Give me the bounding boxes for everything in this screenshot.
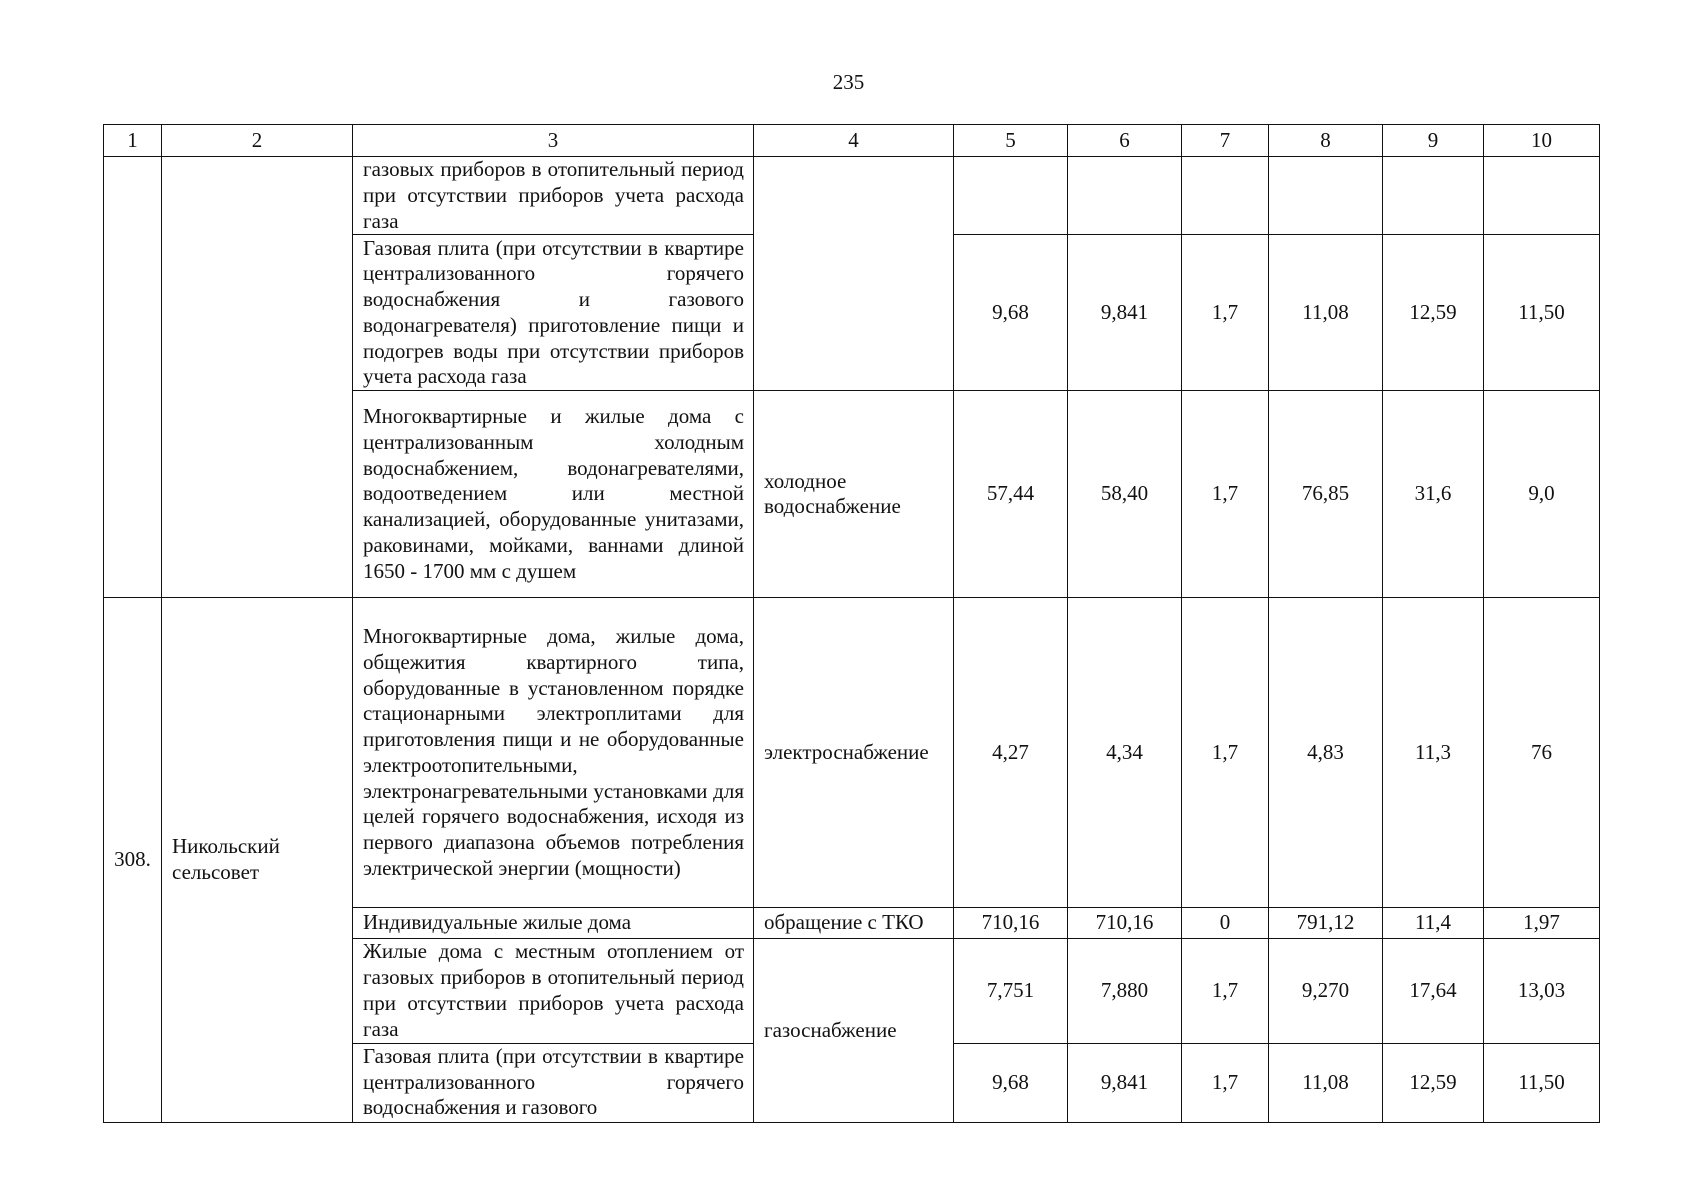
column-header: 6 [1068, 125, 1182, 157]
settlement-cell [162, 157, 353, 598]
table-row [104, 157, 1600, 235]
column-header: 2 [162, 125, 353, 157]
service-type-cell [754, 157, 954, 391]
settlement-name-cell: Никольский сельсовет [162, 598, 353, 1122]
value-cell: 791,12 [1269, 908, 1383, 939]
value-cell: 13,03 [1484, 939, 1600, 1043]
description-cell: Многоквартирные дома, жилые дома, общежития квартирного типа, оборудованные в установленном порядке стационарными электроплитами для приготовления пищи и не оборудованные электроотопительными, электронагревательными установками для целей горячего водоснабжения, исходя из первого диапазона объемов потребления электрической энергии (мощности) [353, 598, 754, 908]
tariff-table [103, 124, 1600, 1123]
service-type-cell: газоснабжение [754, 939, 954, 1122]
value-cell: 1,7 [1182, 391, 1269, 598]
row-number-cell [104, 157, 162, 598]
value-cell: 12,59 [1383, 1043, 1484, 1122]
column-header: 7 [1182, 125, 1269, 157]
value-cell: 710,16 [1068, 908, 1182, 939]
column-header: 8 [1269, 125, 1383, 157]
value-cell [1182, 157, 1269, 235]
row-number-cell: 308. [104, 598, 162, 1122]
value-cell: 11,3 [1383, 598, 1484, 908]
value-cell: 9,841 [1068, 1043, 1182, 1122]
description-cell: Газовая плита (при отсутствии в квартире централизованного горячего водоснабжения и газового водонагревателя) приготовление пищи и подогрев воды при отсутствии приборов учета расхода газа [353, 235, 754, 391]
service-type-cell: обращение с ТКО [754, 908, 954, 939]
value-cell: 710,16 [954, 908, 1068, 939]
column-header: 4 [754, 125, 954, 157]
value-cell: 1,97 [1484, 908, 1600, 939]
description-cell: Жилые дома с местным отоплением от газовых приборов в отопительный период при отсутствии приборов учета расхода газа [353, 939, 754, 1043]
value-cell [1484, 157, 1600, 235]
value-cell [1383, 157, 1484, 235]
value-cell: 11,08 [1269, 235, 1383, 391]
value-cell: 9,68 [954, 1043, 1068, 1122]
value-cell: 1,7 [1182, 939, 1269, 1043]
page-number: 235 [832, 70, 865, 94]
value-cell: 1,7 [1182, 1043, 1269, 1122]
value-cell: 12,59 [1383, 235, 1484, 391]
value-cell: 1,7 [1182, 598, 1269, 908]
value-cell: 9,68 [954, 235, 1068, 391]
value-cell: 76 [1484, 598, 1600, 908]
value-cell: 9,0 [1484, 391, 1600, 598]
service-type-cell: холодное водоснабжение [754, 391, 954, 598]
header-row [104, 125, 1600, 157]
value-cell: 11,4 [1383, 908, 1484, 939]
value-cell: 7,880 [1068, 939, 1182, 1043]
value-cell: 0 [1182, 908, 1269, 939]
value-cell: 11,50 [1484, 235, 1600, 391]
column-header: 9 [1383, 125, 1484, 157]
service-type-cell: электроснабжение [754, 598, 954, 908]
value-cell: 17,64 [1383, 939, 1484, 1043]
value-cell [954, 157, 1068, 235]
value-cell: 76,85 [1269, 391, 1383, 598]
value-cell [1269, 157, 1383, 235]
value-cell: 7,751 [954, 939, 1068, 1043]
value-cell: 9,270 [1269, 939, 1383, 1043]
value-cell: 58,40 [1068, 391, 1182, 598]
value-cell [1068, 157, 1182, 235]
description-cell: Газовая плита (при отсутствии в квартире централизованного горячего водоснабжения и газового [353, 1043, 754, 1122]
value-cell: 1,7 [1182, 235, 1269, 391]
value-cell: 9,841 [1068, 235, 1182, 391]
description-cell: Индивидуальные жилые дома [353, 908, 754, 939]
value-cell: 11,50 [1484, 1043, 1600, 1122]
column-header: 10 [1484, 125, 1600, 157]
value-cell: 4,83 [1269, 598, 1383, 908]
value-cell: 11,08 [1269, 1043, 1383, 1122]
value-cell: 4,27 [954, 598, 1068, 908]
value-cell: 4,34 [1068, 598, 1182, 908]
value-cell: 31,6 [1383, 391, 1484, 598]
column-header: 5 [954, 125, 1068, 157]
table-row [104, 598, 1600, 908]
column-header: 1 [104, 125, 162, 157]
column-header: 3 [353, 125, 754, 157]
value-cell: 57,44 [954, 391, 1068, 598]
description-cell: Многоквартирные и жилые дома с централизованным холодным водоснабжением, водонагревателями, водоотведением или местной канализацией, оборудованные унитазами, раковинами, мойками, ваннами длиной 1650 - 1700 мм с душем [353, 391, 754, 598]
description-cell: газовых приборов в отопительный период при отсутствии приборов учета расхода газа [353, 157, 754, 235]
